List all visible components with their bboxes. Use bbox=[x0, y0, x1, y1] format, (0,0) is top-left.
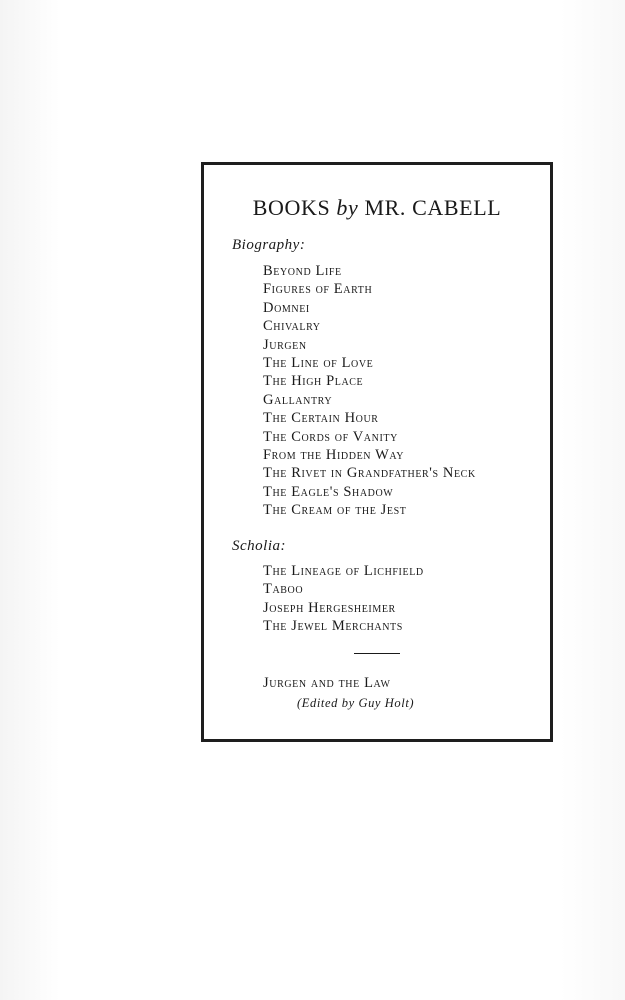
title-books: BOOKS bbox=[252, 195, 331, 220]
list-item: The Jewel Merchants bbox=[263, 618, 403, 635]
list-item: Figures of Earth bbox=[263, 281, 373, 298]
list-item: The Lineage of Lichfield bbox=[263, 563, 424, 579]
list-item: Chivalry bbox=[263, 318, 321, 335]
list-item: The Rivet in Grandfather's Neck bbox=[263, 465, 476, 482]
list-item: Joseph Hergesheimer bbox=[263, 599, 396, 616]
list-item: Domnei bbox=[263, 299, 310, 316]
book-list-frame bbox=[201, 162, 553, 742]
section-divider bbox=[354, 653, 400, 654]
list-item: From the Hidden Way bbox=[263, 446, 405, 463]
section-heading-biography: Biography: bbox=[232, 237, 306, 253]
list-item: The Cords of Vanity bbox=[263, 428, 398, 445]
page-title bbox=[204, 195, 550, 221]
list-item: The Cream of the Jest bbox=[263, 502, 407, 519]
list-item: Jurgen bbox=[263, 336, 307, 353]
list-item: Gallantry bbox=[263, 391, 333, 408]
list-item: Beyond Life bbox=[263, 263, 342, 279]
footer-editor-note: (Edited by Guy Holt) bbox=[297, 696, 415, 710]
list-item: The Certain Hour bbox=[263, 410, 379, 427]
title-author: MR. CABELL bbox=[364, 195, 502, 220]
list-item: The High Place bbox=[263, 373, 364, 390]
section-heading-scholia: Scholia: bbox=[232, 538, 286, 554]
list-item: The Eagle's Shadow bbox=[263, 483, 394, 500]
list-item: The Line of Love bbox=[263, 354, 374, 371]
biography-list bbox=[263, 262, 476, 519]
scholia-list bbox=[263, 562, 424, 636]
list-item: Taboo bbox=[263, 581, 304, 598]
footer-book-title: Jurgen and the Law bbox=[263, 675, 391, 691]
title-by: by bbox=[336, 195, 359, 220]
